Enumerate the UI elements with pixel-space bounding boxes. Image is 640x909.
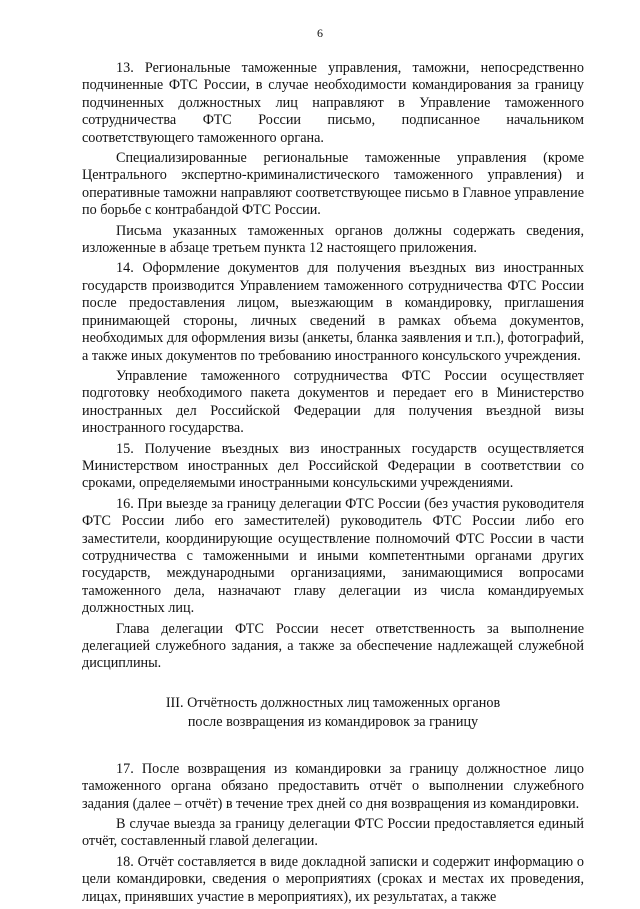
page-number: 6: [317, 26, 323, 40]
paragraph-14-department: Управление таможенного сотрудничества ФТС России осуществляет подготовку необходимого пакета документов и передает его в Министерство иностранных дел Российской Федерации для получения въездной визы иностранного государства.: [82, 367, 584, 437]
paragraph-16: 16. При выезде за границу делегации ФТС России (без участия руководителя ФТС России либо его заместителей) руководитель ФТС России либо его заместители, координирующие осуществление полномочий ФТС России в части сотрудничества с таможенными и иными компетентными органами других государств, международными организациями, занимающимися вопросами таможенного дела, назначают главу делегации из числа командируемых должностных лиц.: [82, 495, 584, 617]
section-heading-line-1: III. Отчётность должностных лиц таможенных органов: [165, 694, 501, 711]
document-body: [82, 60, 584, 909]
paragraph-13: 13. Региональные таможенные управления, таможни, непосредственно подчиненные ФТС России, в случае необходимости командирования за границу подчиненных должностных лиц направляют в Управление таможенного сотрудничества ФТС России письмо, подписанное начальником соответствующего таможенного органа.: [82, 60, 584, 146]
paragraph-15: 15. Получение въездных виз иностранных государств осуществляется Министерством иностранных дел Российской Федерации в соответствии со сроками, определяемыми иностранными консульскими учреждениями.: [82, 440, 584, 492]
section-heading-line-2: после возвращения из командировок за границу: [187, 713, 479, 730]
paragraph-18: 18. Отчёт составляется в виде докладной записки и содержит информацию о цели командировки, сведения о мероприятиях (сроках и местах их проведения, лицах, принявших участие в мероприятиях), их результатах, а также: [82, 853, 584, 905]
paragraph-13-specialized: Специализированные региональные таможенные управления (кроме Центрального экспертно-криминалистического таможенного управления) и оперативные таможни направляют соответствующее письмо в Главное управление по борьбе с контрабандой ФТС России.: [82, 150, 584, 219]
section-heading: [82, 694, 584, 732]
paragraph-17-delegation: В случае выезда за границу делегации ФТС России предоставляется единый отчёт, составленный главой делегации.: [82, 816, 584, 850]
paragraph-14: 14. Оформление документов для получения въездных виз иностранных государств производится Управлением таможенного сотрудничества ФТС России после предоставления лицом, выезжающим в командировку, приглашения принимающей стороны, личных сведений в рамках объема документов, необходимых для оформления визы (анкеты, бланка заявления и т.п.), фотографий, а также иных документов по требованию иностранного консульского учреждения.: [82, 260, 584, 364]
paragraph-17: 17. После возвращения из командировки за границу должностное лицо таможенного органа обязано предоставить отчёт о выполнении служебного задания (далее – отчёт) в течение трех дней со дня возвращения из командировки.: [82, 760, 584, 812]
paragraph-16-head: Глава делегации ФТС России несет ответственность за выполнение делегацией служебного задания, а также за обеспечение надлежащей служебной дисциплины.: [82, 620, 584, 672]
paragraph-13-letters: Письма указанных таможенных органов должны содержать сведения, изложенные в абзаце третьем пункта 12 настоящего приложения.: [82, 222, 584, 257]
